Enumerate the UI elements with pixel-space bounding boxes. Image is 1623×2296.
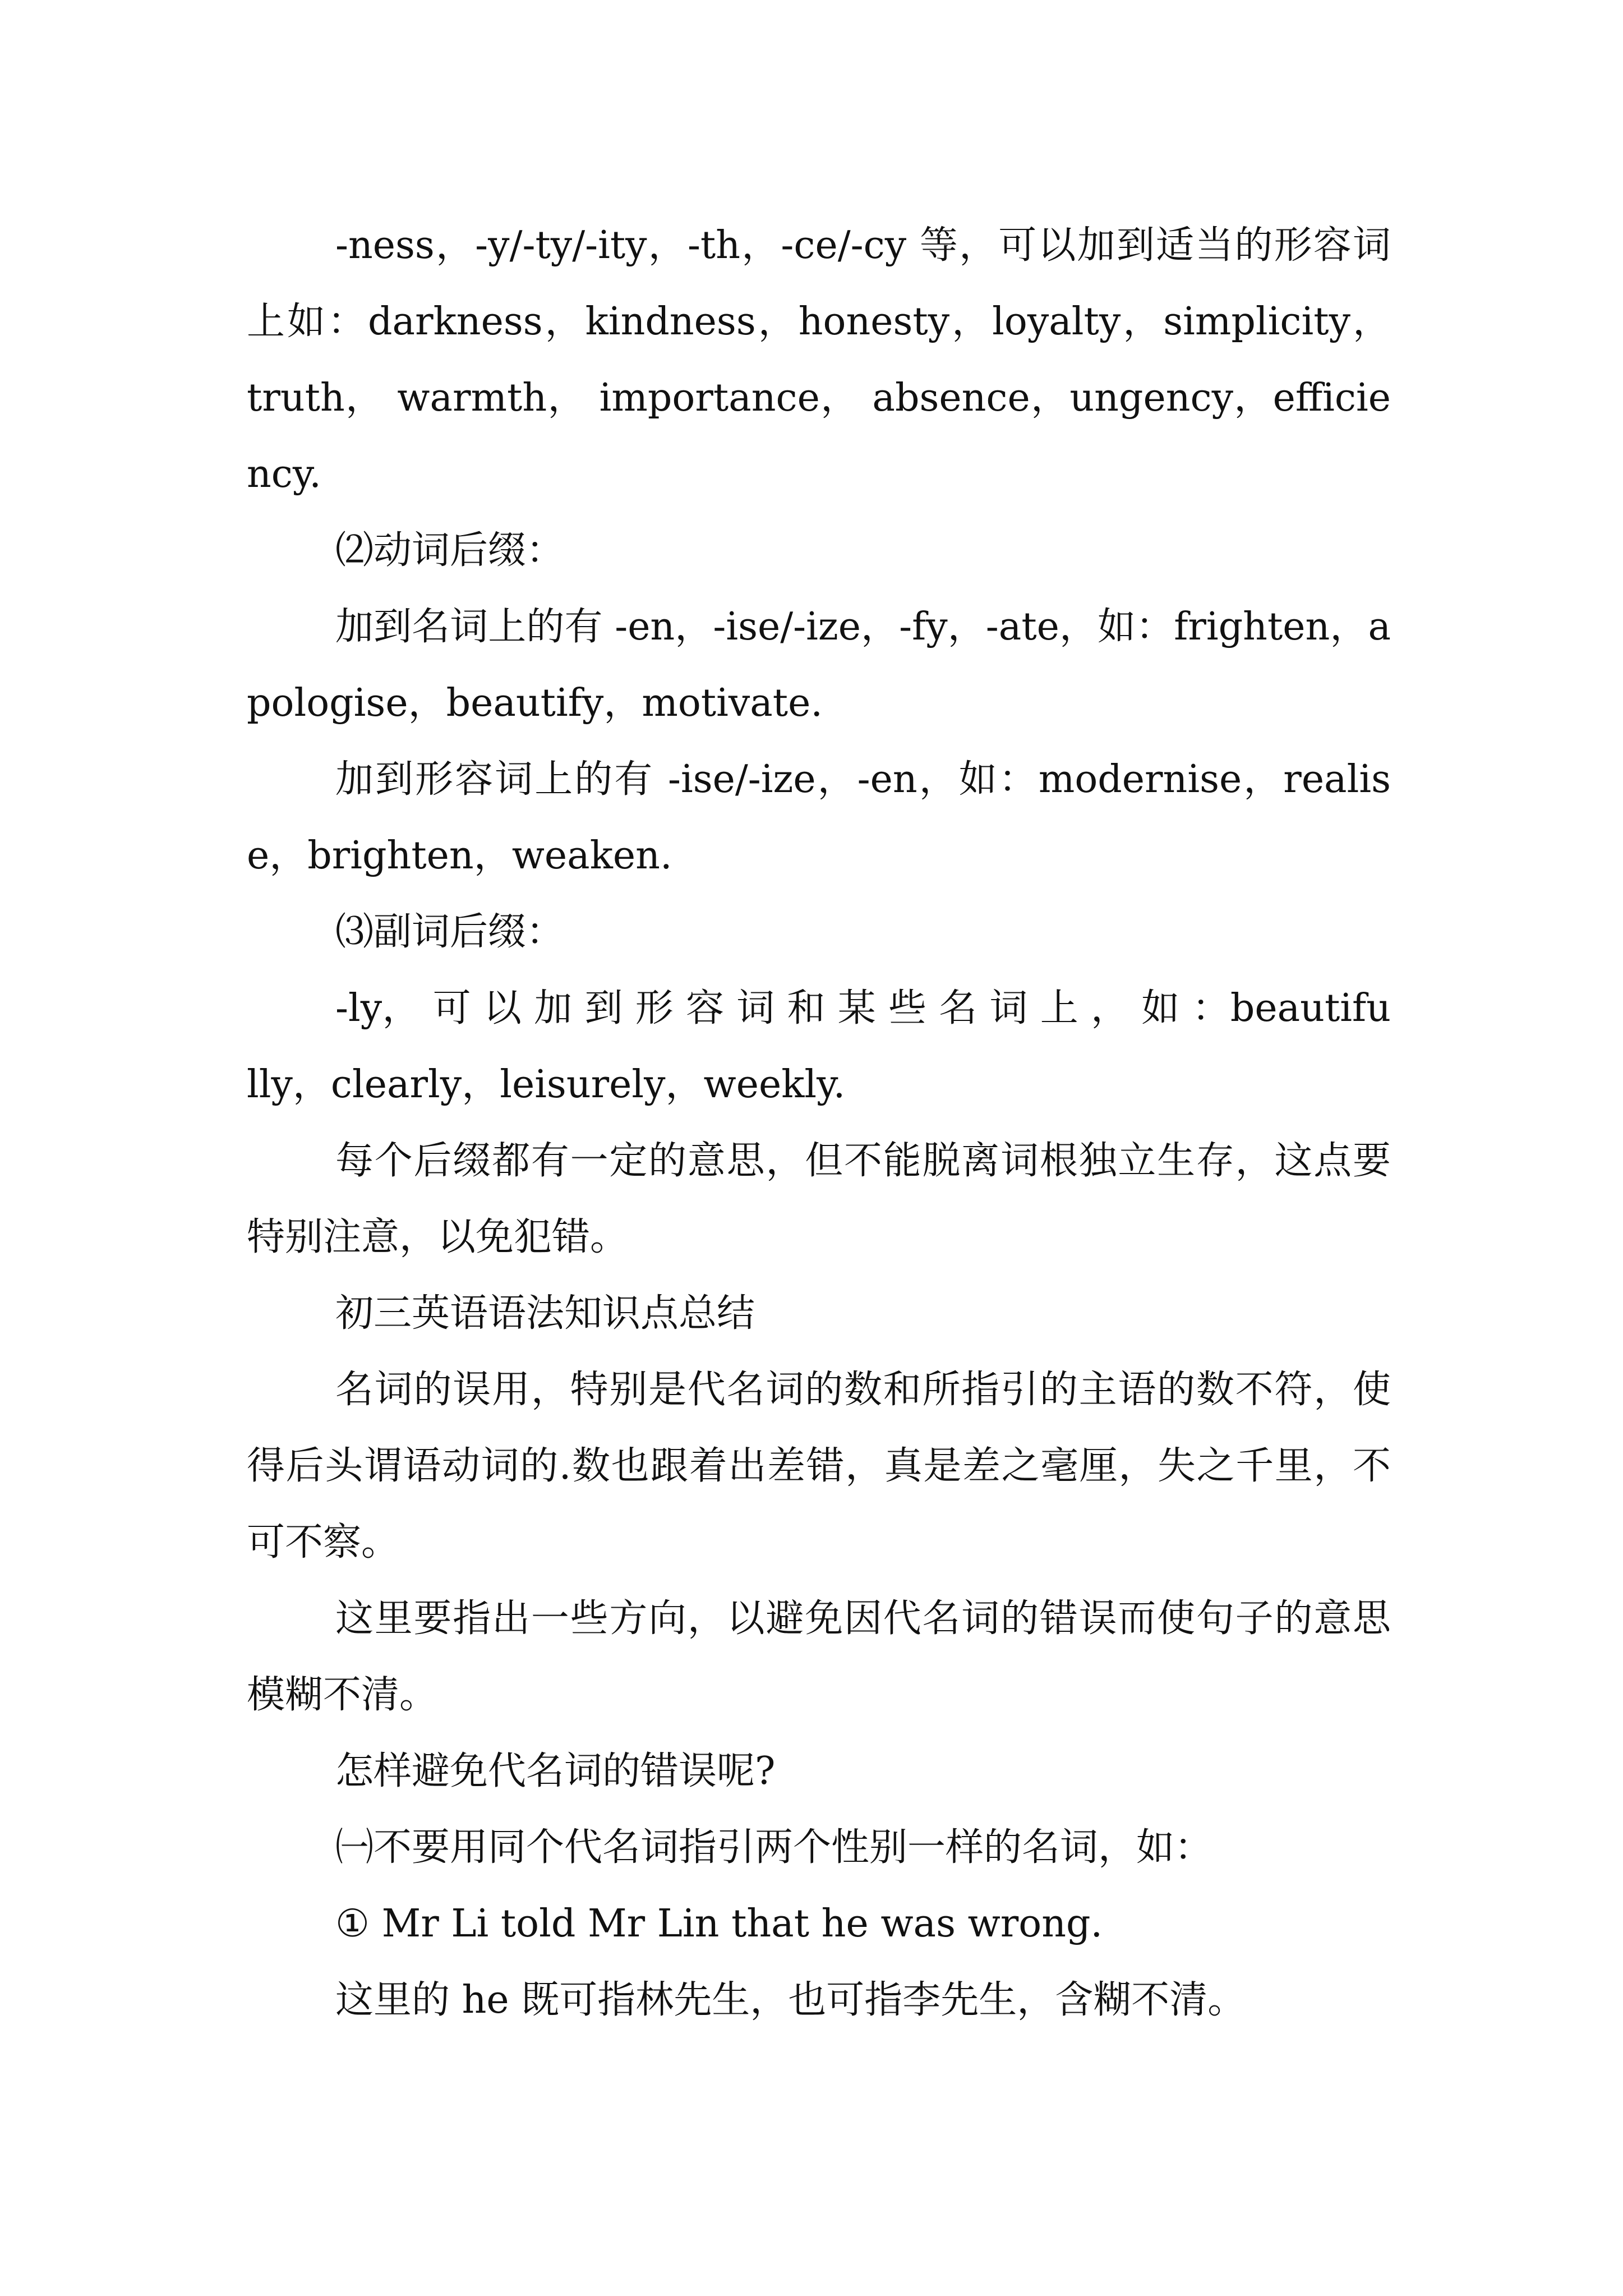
paragraph-verb-suffix-adjectives: 加到形容词上的有 -ise/-ize，-en，如：modernise，realise，brighten，weaken.: [247, 757, 1391, 878]
heading-verb-suffix: ⑵动词后缀：: [335, 528, 565, 573]
paragraph-adverb-suffix: -ly， 可 以 加 到 形 容 词 和 某 些 名 词 上 ， 如 ：beautifully，clearly，leisurely，weekly.: [247, 986, 1391, 1107]
paragraph-suffix-note: 每个后缀都有一定的意思，但不能脱离词根独立生存，这点要特别注意，以免犯错。: [247, 1139, 1391, 1259]
heading-adverb-suffix: ⑶副词后缀：: [335, 910, 565, 954]
document-body: [247, 208, 1391, 2039]
paragraph-noun-suffix-examples: -ness，-y/-ty/-ity，-th，-ce/-cy 等，可以加到适当的形容词上如：darkness，kindness，honesty，loyalty，simplicity， truth， warmth， importance， absence，ungency，efficiency.: [247, 223, 1391, 496]
paragraph-direction: 这里要指出一些方向，以避免因代名词的错误而使句子的意思模糊不清。: [247, 1596, 1391, 1717]
paragraph-example-explanation: 这里的 he 既可指林先生，也可指李先生，含糊不清。: [335, 1978, 1246, 2022]
paragraph-example-one: ① Mr Li told Mr Lin that he was wrong.: [335, 1902, 1103, 1946]
paragraph-noun-misuse: 名词的误用，特别是代名词的数和所指引的主语的数不符，使得后头谓语动词的.数也跟着出差错，真是差之毫厘，失之千里，不可不察。: [247, 1368, 1391, 1565]
paragraph-rule-one: ㈠不要用同个代名词指引两个性别一样的名词，如：: [335, 1825, 1213, 1870]
paragraph-verb-suffix-nouns: 加到名词上的有 -en，-ise/-ize，-fy，-ate，如：frighten，apologise，beautify，motivate.: [247, 605, 1391, 725]
paragraph-question: 怎样避免代名词的错误呢?: [335, 1749, 776, 1793]
section-title: 初三英语语法知识点总结: [335, 1291, 755, 1336]
